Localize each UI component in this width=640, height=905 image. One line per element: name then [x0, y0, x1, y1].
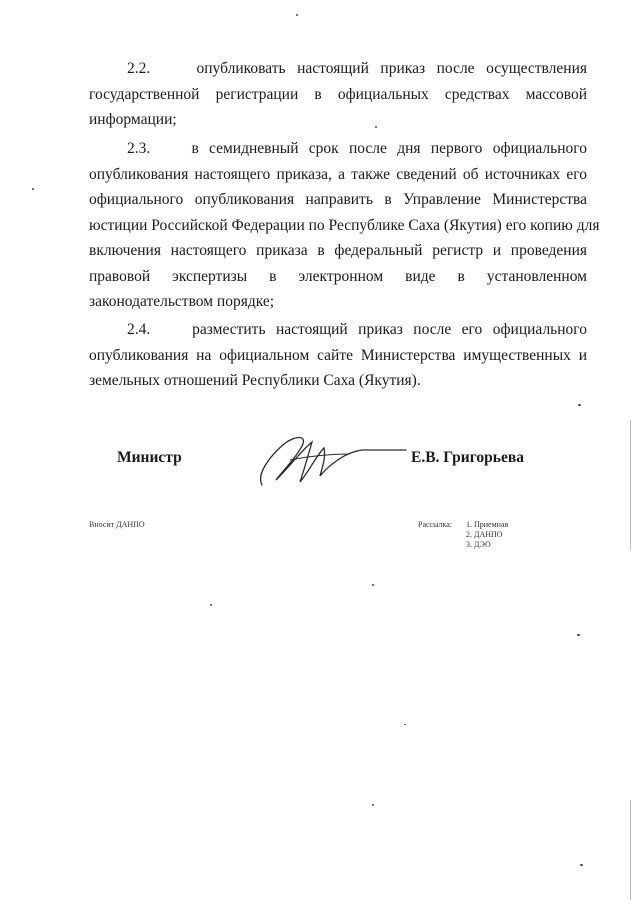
paragraph-2-3	[89, 136, 600, 315]
distribution-item: 3. ДЭО	[466, 540, 491, 549]
paragraph-text: разместить настоящий приказ после его официального	[192, 321, 588, 338]
paragraph-line: включения настоящего приказа в федеральный регистр и проведения	[89, 242, 587, 259]
scan-speck	[210, 604, 212, 606]
paragraph-2-2	[89, 56, 587, 133]
distribution-label: Рассылка:	[418, 520, 453, 529]
signatory-role: Министр	[117, 449, 182, 466]
paragraph-number: 2.4.	[127, 321, 151, 338]
signatory-name: Е.В. Григорьева	[411, 449, 524, 466]
distribution-list	[466, 520, 508, 550]
paragraph-2-4	[89, 317, 587, 394]
paragraph-line: опубликования настоящего приказа, а также сведений об источниках его	[89, 165, 587, 183]
paragraph-line: юстиции Российской Федерации по Республике Саха (Якутия) его копию для	[89, 216, 600, 234]
paragraph-line: правовой экспертизы в электронном виде в установленном	[89, 267, 587, 285]
scan-speck	[404, 724, 406, 725]
scan-speck	[577, 634, 580, 636]
scan-speck	[32, 188, 34, 190]
scan-speck	[296, 14, 298, 16]
scan-speck	[375, 126, 377, 128]
paragraph-text: опубликовать настоящий приказ после осуществления	[196, 60, 587, 77]
paragraph-number: 2.3.	[127, 140, 151, 157]
paragraph-line	[89, 56, 587, 82]
handwritten-signature	[250, 430, 410, 490]
paragraph-line	[89, 317, 587, 343]
scan-speck	[372, 804, 374, 806]
scan-speck	[578, 404, 581, 406]
introduced-by: Вносит ДАНПО	[89, 520, 145, 529]
paragraph-text: в семидневный срок после дня первого официального	[191, 140, 587, 157]
paragraph-line: законодательством порядке;	[89, 293, 275, 310]
scan-speck	[580, 864, 583, 866]
paragraph-line: официального опубликования направить в Управление Министерства	[89, 191, 587, 208]
paragraph-line: информации;	[89, 111, 177, 128]
paragraph-line: опубликования на официальном сайте Министерства имущественных и	[89, 346, 587, 364]
distribution-item: 1. Приемная	[466, 520, 509, 529]
scan-edge-line	[630, 420, 631, 550]
scan-speck	[372, 584, 374, 586]
scan-edge-line	[630, 800, 631, 900]
paragraph-line: земельных отношений Республики Саха (Якутия).	[89, 372, 421, 389]
distribution-item: 2. ДАНПО	[466, 530, 503, 539]
paragraph-number: 2.2.	[127, 60, 151, 77]
paragraph-line: государственной регистрации в официальных средствах массовой	[89, 85, 587, 103]
paragraph-line	[89, 136, 587, 162]
